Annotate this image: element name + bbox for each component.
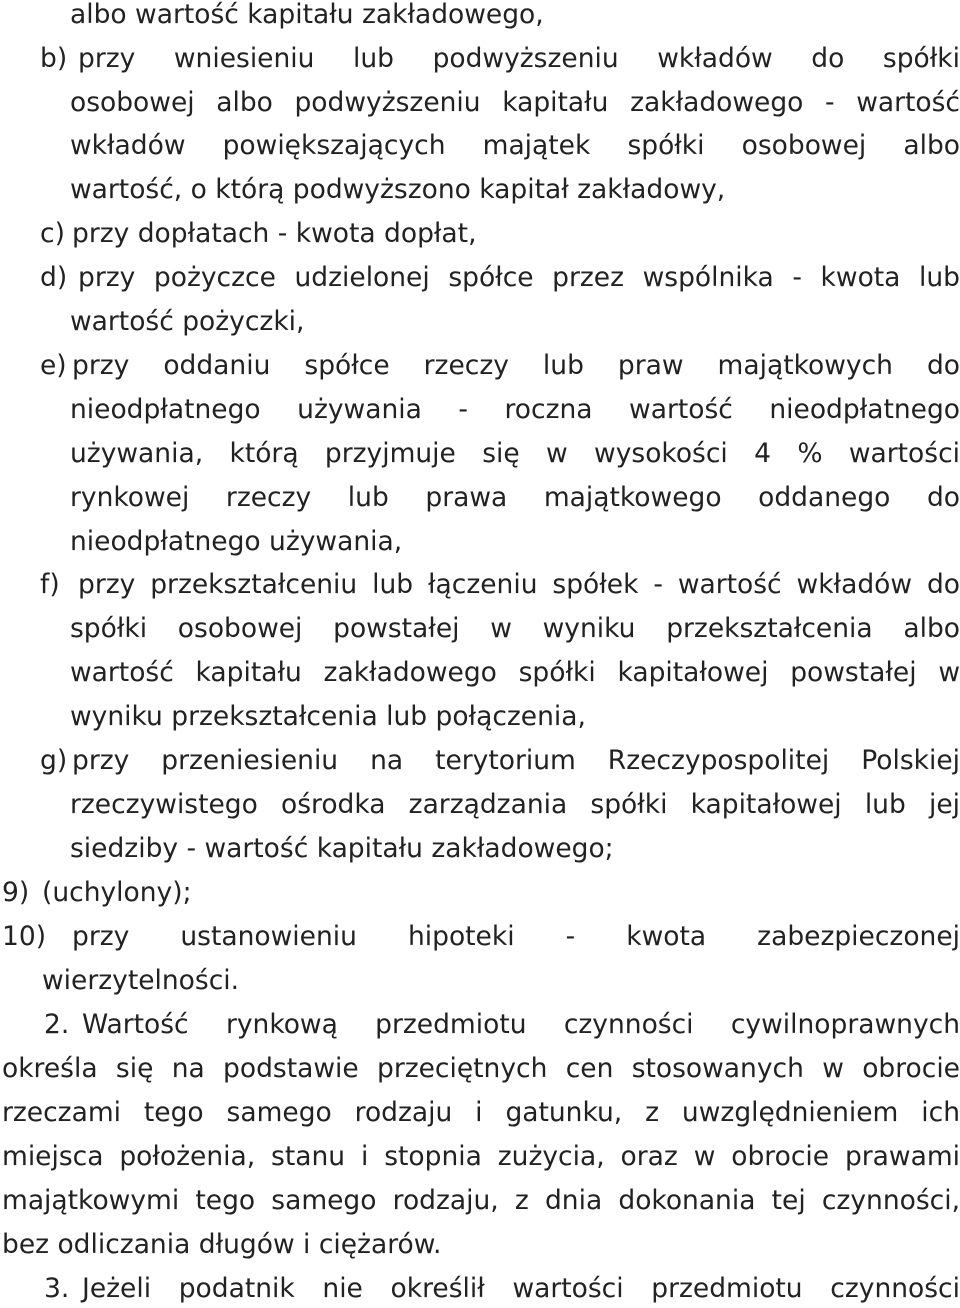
text-line: rzeczami tego samego rodzaju i gatunku, z uwzględnieniem ich	[2, 1097, 960, 1128]
section-number: 3.	[44, 1273, 70, 1304]
text-line: siedziby - wartość kapitału zakładowego;	[70, 833, 614, 864]
text-line: nieodpłatnego używania - roczna wartość nieodpłatnego	[70, 394, 960, 425]
item-marker: g)	[40, 745, 68, 776]
item-marker: d)	[40, 262, 68, 293]
text-line: przy ustanowieniu hipoteki - kwota zabezpieczonej	[72, 921, 960, 952]
text-line: (uchylony);	[42, 877, 192, 908]
text-line: przy pożyczce udzielonej spółce przez wspólnika - kwota lub	[78, 262, 960, 293]
item-marker: 9)	[2, 877, 30, 908]
text-line: używania, którą przyjmuje się w wysokości 4 % wartości	[70, 438, 960, 469]
text-line: wyniku przekształcenia lub połączenia,	[70, 701, 586, 732]
text-line: przy przekształceniu lub łączeniu spółek - wartość wkładów do	[78, 569, 960, 600]
item-marker: f)	[40, 569, 60, 600]
text-line: przy przeniesieniu na terytorium Rzeczypospolitej Polskiej	[72, 745, 960, 776]
text-line: wartość pożyczki,	[70, 306, 305, 337]
text-line: przy dopłatach - kwota dopłat,	[72, 218, 477, 249]
text-line: przy oddaniu spółce rzeczy lub praw majątkowych do	[72, 350, 960, 381]
text-line: wkładów powiększających majątek spółki osobowej albo	[70, 130, 960, 161]
text-line: albo wartość kapitału zakładowego,	[70, 0, 544, 30]
text-line: Jeżeli podatnik nie określił wartości przedmiotu czynności	[82, 1273, 960, 1304]
item-marker: 10)	[2, 921, 47, 952]
text-line: określa się na podstawie przeciętnych cen stosowanych w obrocie	[2, 1053, 960, 1084]
text-line: nieodpłatnego używania,	[70, 526, 403, 557]
text-line: spółki osobowej powstałej w wyniku przekształcenia albo	[70, 613, 960, 644]
item-marker: c)	[40, 218, 65, 249]
text-line: majątkowymi tego samego rodzaju, z dnia dokonania tej czynności,	[2, 1185, 960, 1216]
text-line: rzeczywistego ośrodka zarządzania spółki kapitałowej lub jej	[70, 789, 960, 820]
text-line: bez odliczania długów i ciężarów.	[2, 1229, 442, 1260]
text-line: wierzytelności.	[42, 965, 240, 996]
text-line: Wartość rynkową przedmiotu czynności cywilnoprawnych	[82, 1009, 960, 1040]
section-number: 2.	[44, 1009, 70, 1040]
text-line: rynkowej rzeczy lub prawa majątkowego oddanego do	[70, 482, 960, 513]
item-marker: b)	[40, 43, 68, 74]
text-line: wartość kapitału zakładowego spółki kapitałowej powstałej w	[70, 657, 960, 688]
item-marker: e)	[40, 350, 67, 381]
text-line: miejsca położenia, stanu i stopnia zużycia, oraz w obrocie prawami	[2, 1141, 960, 1172]
text-line: przy wniesieniu lub podwyższeniu wkładów do spółki	[78, 43, 960, 74]
text-line: wartość, o którą podwyższono kapitał zakładowy,	[70, 174, 726, 205]
text-line: osobowej albo podwyższeniu kapitału zakładowego - wartość	[70, 87, 960, 118]
